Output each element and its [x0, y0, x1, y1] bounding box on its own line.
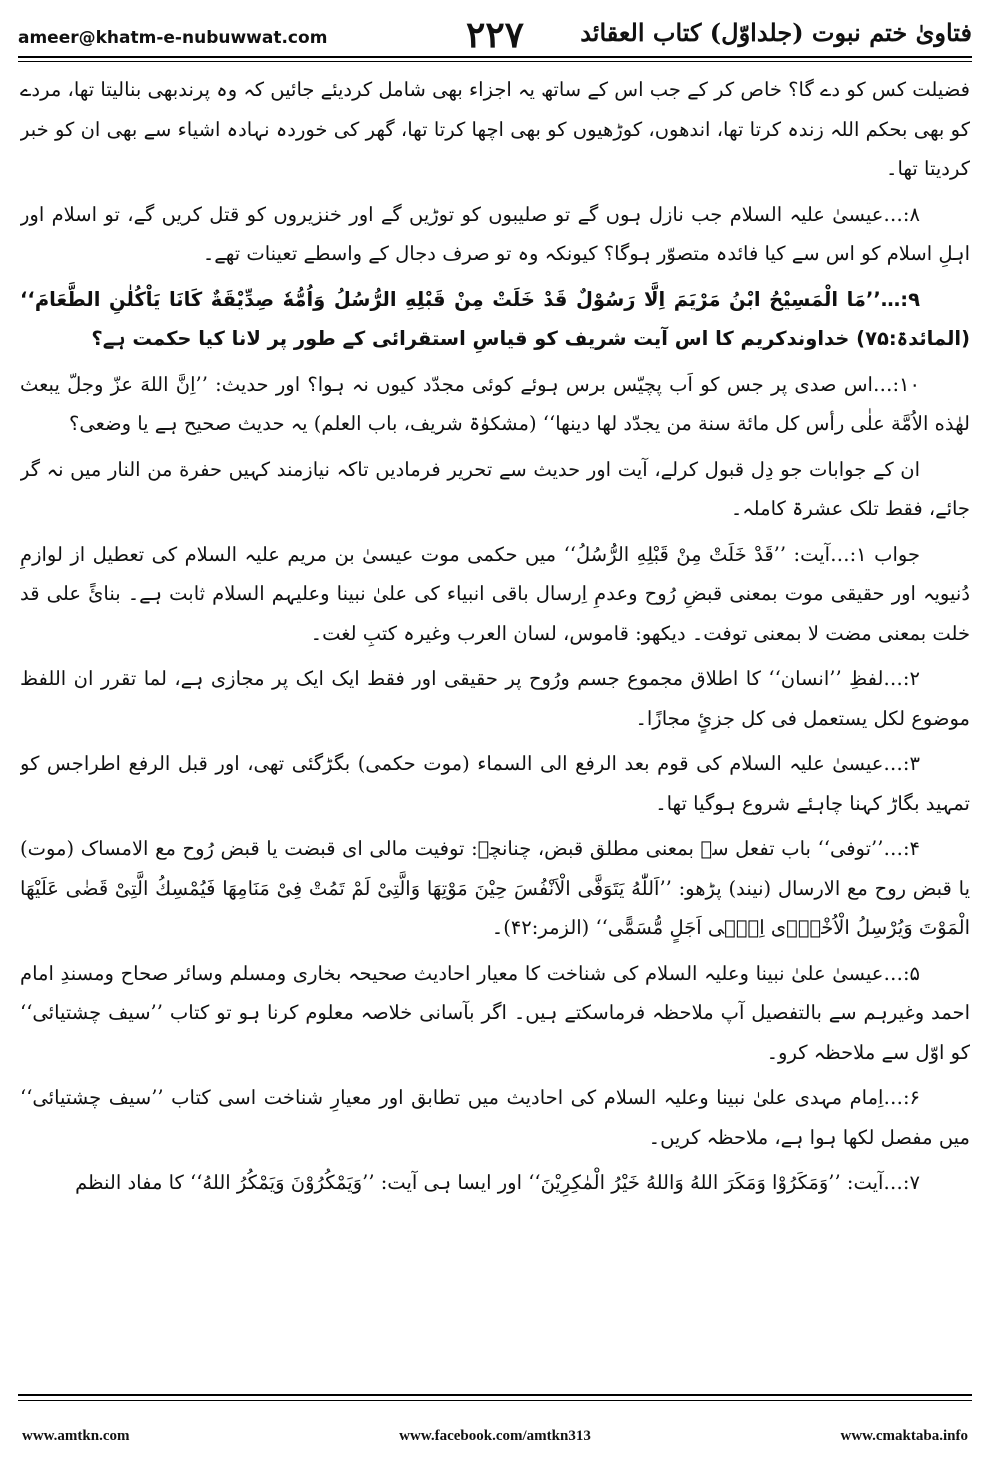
footer-rule: [18, 1394, 972, 1396]
footer-link-amtkn[interactable]: www.amtkn.com: [22, 1428, 130, 1444]
closing-request: ان کے جوابات جو دِل قبول کرلے، آیت اور حدیث سے تحریر فرمادیں تاکہ نیازمند کہیں حفرة من النار میں نہ گر جائے، فقط تلک عشرۃ کاملہ۔: [20, 457, 970, 520]
header-email[interactable]: ameer@khatm-e-nubuwwat.com: [18, 28, 328, 48]
answer-2: ۲:…لفظِ ’’انسان‘‘ کا اطلاق مجموع جسم ورُوح پر حقیقی اور فقط ایک ایک پر مجازی ہے، لما تقرر ان اللفظ موضوع لکل یستعمل فی کل جزئٍ مجازًا۔: [20, 667, 970, 730]
question-10: ۱۰:…اس صدی پر جس کو اَب پچیّس برس ہوئے کوئی مجدّد کیوں نہ ہوا؟ اور حدیث: ’’اِنَّ اللهَ عزّ وجلّ یبعث لهٰذه الاُمَّة علٰی رأس کل مائة سنة من یجدّد لها دینها‘‘ (مشکوٰۃ شریف، باب العلم) یہ حدیث صحیح ہے یا وضعی؟: [20, 372, 970, 435]
page-footer: [18, 1402, 972, 1460]
answer-1: جواب ۱:…آیت: ’’قَدْ خَلَتْ مِنْ قَبْلِهِ الرُّسُلُ‘‘ میں حکمی موت عیسیٰ بن مریم علیہ السلام کی تعطیل از لوازمِ دُنیویہ اور حقیقی موت بمعنی قبضِ رُوح وعدمِ اِرسال باقی انبیاء کی علیٰ نبینا وعلیہم السلام ثابت ہے۔ بنائً علی قد خلت بمعنی مضت لا بمعنی توفت۔ دیکھو: قاموس، لسان العرب وغیرہ کتبِ لغت۔: [20, 542, 970, 645]
paragraph-intro: فضیلت کس کو دے گا؟ خاص کر کے جب اس کے ساتھ یہ اجزاء بھی شامل کردیئے جائیں کہ وہ پرندبھی بنالیتا تھا، مردے کو بھی بحکم اللہ زندہ کرتا تھا، اندھوں، کوڑھیوں کو بھی اچھا کرتا تھا، گھر کی خوردہ نہادہ اشیاء سے بھی ان کو خبر کردیتا تھا۔: [20, 78, 970, 180]
question-8: ۸:…عیسیٰ علیہ السلام جب نازل ہوں گے تو صلیبوں کو توڑیں گے اور خنزیروں کو قتل کریں گے، تو اسلام اور اہلِ اسلام کو اس سے کیا فائدہ متصوّر ہوگا؟ کیونکہ وہ تو صرف دجال کے واسطے تعینات تھے۔: [20, 202, 970, 265]
answer-7: ۷:…آیت: ’’وَمَكَرُوْا وَمَكَرَ اللهُ وَاللهُ خَیْرُ الْمٰكِرِیْنَ‘‘ اور ایسا ہی آیت: ’’وَیَمْكُرُوْنَ وَیَمْكُرُ اللهُ‘‘ کا مفاد النظم: [75, 1171, 920, 1194]
header-rule-thin: [18, 61, 972, 62]
page-number: ۲۲۷: [465, 14, 524, 56]
answer-6: ۶:…اِمام مہدی علیٰ نبینا وعلیہ السلام کی احادیث میں تطابق اور معیارِ شناخت اسی کتاب ’’سیف چشتیائی‘‘ میں مفصل لکھا ہوا ہے، ملاحظہ کریں۔: [20, 1086, 970, 1149]
question-9: ۹:…’’مَا الْمَسِیْحُ ابْنُ مَرْیَمَ اِلَّا رَسُوْلٌ قَدْ خَلَتْ مِنْ قَبْلِهِ الرُّسُلُ وَاُمُّهٗ صِدِّیْقَةٌ كَانَا یَاْكُلٰنِ الطَّعَامَ‘‘ (المائدۃ:۷۵) خداوندکریم کا اس آیت شریف کو قیاسِ استقرائی کے طور پر لانا کیا حکمت ہے؟: [20, 287, 970, 350]
answer-4: ۴:…’’توفی‘‘ باب تفعل سے بمعنی مطلق قبض، چنانچہ: توفیت مالی ای قبضت یا قبض رُوح مع الامساک (موت) یا قبض روح مع الارسال (نیند) پڑھو: ’’اَللّٰهُ یَتَوَفَّى الْاَنْفُسَ حِیْنَ مَوْتِهَا وَالَّتِیْ لَمْ تَمُتْ فِیْ مَنَامِهَا فَیُمْسِكُ الَّتِیْ قَضٰى عَلَیْهَا الْمَوْتَ وَیُرْسِلُ الْاُخْرٰۤى اِلٰۤى اَجَلٍ مُّسَمًّى‘‘ (الزمر:۴۲)۔: [20, 837, 970, 939]
footer-rule-thin: [18, 1400, 972, 1401]
footer-link-cmaktaba[interactable]: www.cmaktaba.info: [840, 1428, 968, 1444]
footer-link-facebook[interactable]: www.facebook.com/amtkn313: [399, 1428, 591, 1444]
page-body: [20, 70, 970, 1388]
page-header: [18, 0, 972, 56]
answer-5: ۵:…عیسیٰ علیٰ نبینا وعلیہ السلام کی شناخت کا معیار احادیث صحیحہ بخاری ومسلم وسائر صحاح ومسندِ امام احمد وغیرہم سے بالتفصیل آپ ملاحظہ فرماسکتے ہیں۔ اگر بآسانی خلاصہ معلوم کرنا ہو تو کتاب ’’سیف چشتیائی‘‘ کو اوّل سے ملاحظہ کرو۔: [20, 961, 970, 1064]
header-rule: [18, 56, 972, 58]
book-title: فتاوىٰ ختم نبوت (جلداوّل) کتاب العقائد: [580, 18, 972, 47]
answer-3: ۳:…عیسیٰ علیہ السلام کی قوم بعد الرفع الی السماء (موت حکمی) بگڑگئی تھی، اور قبل الرفع اطراجس کو تمہید بگاڑ کہنا چاہئے شروع ہوگیا تھا۔: [20, 752, 970, 815]
